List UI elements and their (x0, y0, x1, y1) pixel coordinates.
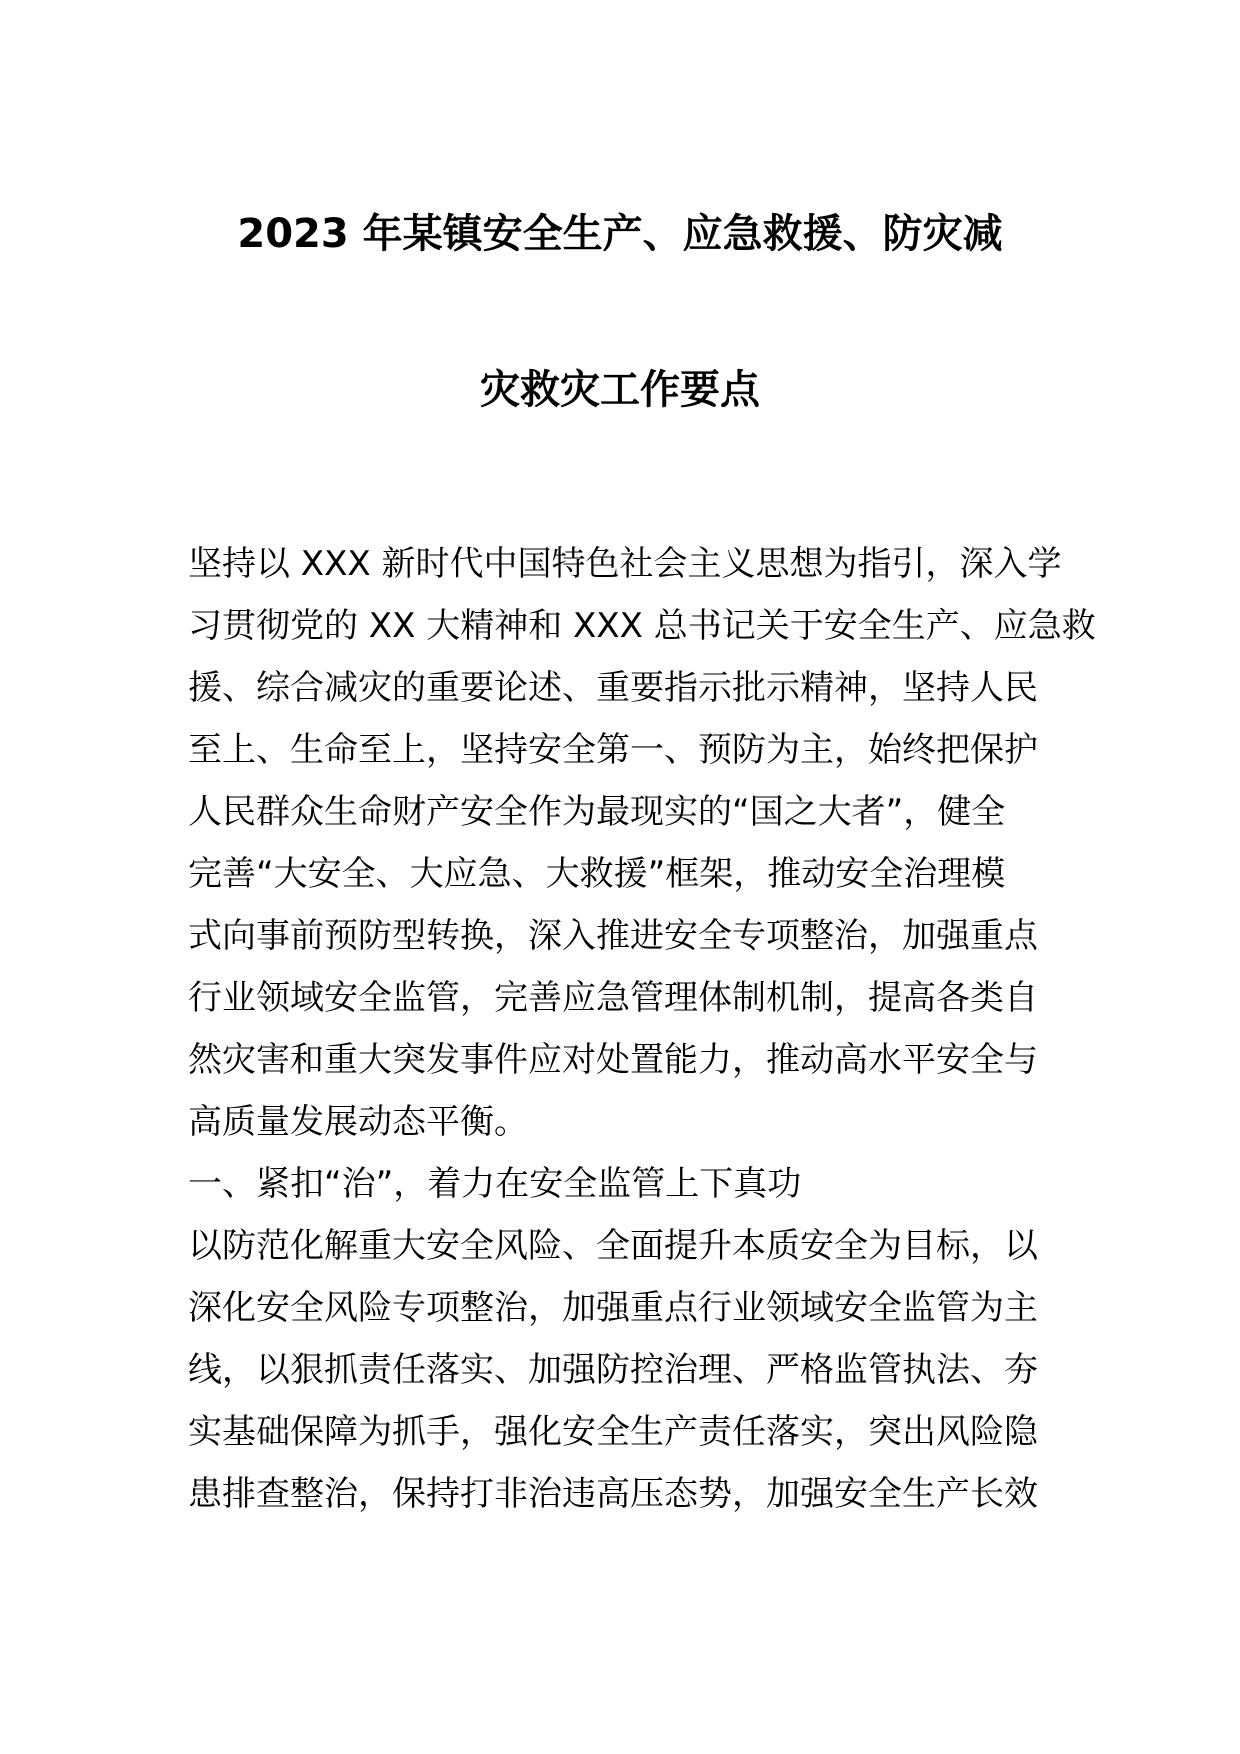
paragraph-line: 人民群众生命财产安全作为最现实的“国之大者”，健全 (188, 792, 1006, 832)
paragraph-line: 然灾害和重大突发事件应对处置能力，推动高水平安全与 (188, 1040, 1038, 1080)
paragraph-line: 行业领域安全监管，完善应急管理体制机制，提高各类自 (188, 978, 1038, 1018)
section-heading: 一、紧扣“治”，着力在安全监管上下真功 (188, 1164, 802, 1204)
paragraph-line: 高质量发展动态平衡。 (188, 1102, 528, 1142)
paragraph-line: 实基础保障为抓手，强化安全生产责任落实，突出风险隐 (188, 1412, 1038, 1452)
paragraph-line: 以防范化解重大安全风险、全面提升本质安全为目标，以 (188, 1226, 1038, 1266)
paragraph-line: 式向事前预防型转换，深入推进安全专项整治，加强重点 (188, 916, 1038, 956)
document-title-line-1: 2023 年某镇安全生产、应急救援、防灾减 (237, 211, 1003, 257)
document-title-line-2: 灾救灾工作要点 (480, 367, 760, 413)
paragraph-line: 至上、生命至上，坚持安全第一、预防为主，始终把保护 (188, 730, 1038, 770)
paragraph-line: 患排查整治，保持打非治违高压态势，加强安全生产长效 (188, 1474, 1038, 1514)
paragraph-line: 完善“大安全、大应急、大救援”框架，推动安全治理模 (188, 854, 1006, 894)
paragraph-line: 援、综合减灾的重要论述、重要指示批示精神，坚持人民 (188, 668, 1038, 708)
paragraph-line: 线，以狠抓责任落实、加强防控治理、严格监管执法、夯 (188, 1350, 1038, 1390)
paragraph-line: 深化安全风险专项整治，加强重点行业领域安全监管为主 (188, 1288, 1038, 1328)
paragraph-line: 习贯彻党的 XX 大精神和 XXX 总书记关于安全生产、应急救 (188, 606, 1096, 646)
paragraph-line: 坚持以 XXX 新时代中国特色社会主义思想为指引，深入学 (188, 544, 1062, 584)
